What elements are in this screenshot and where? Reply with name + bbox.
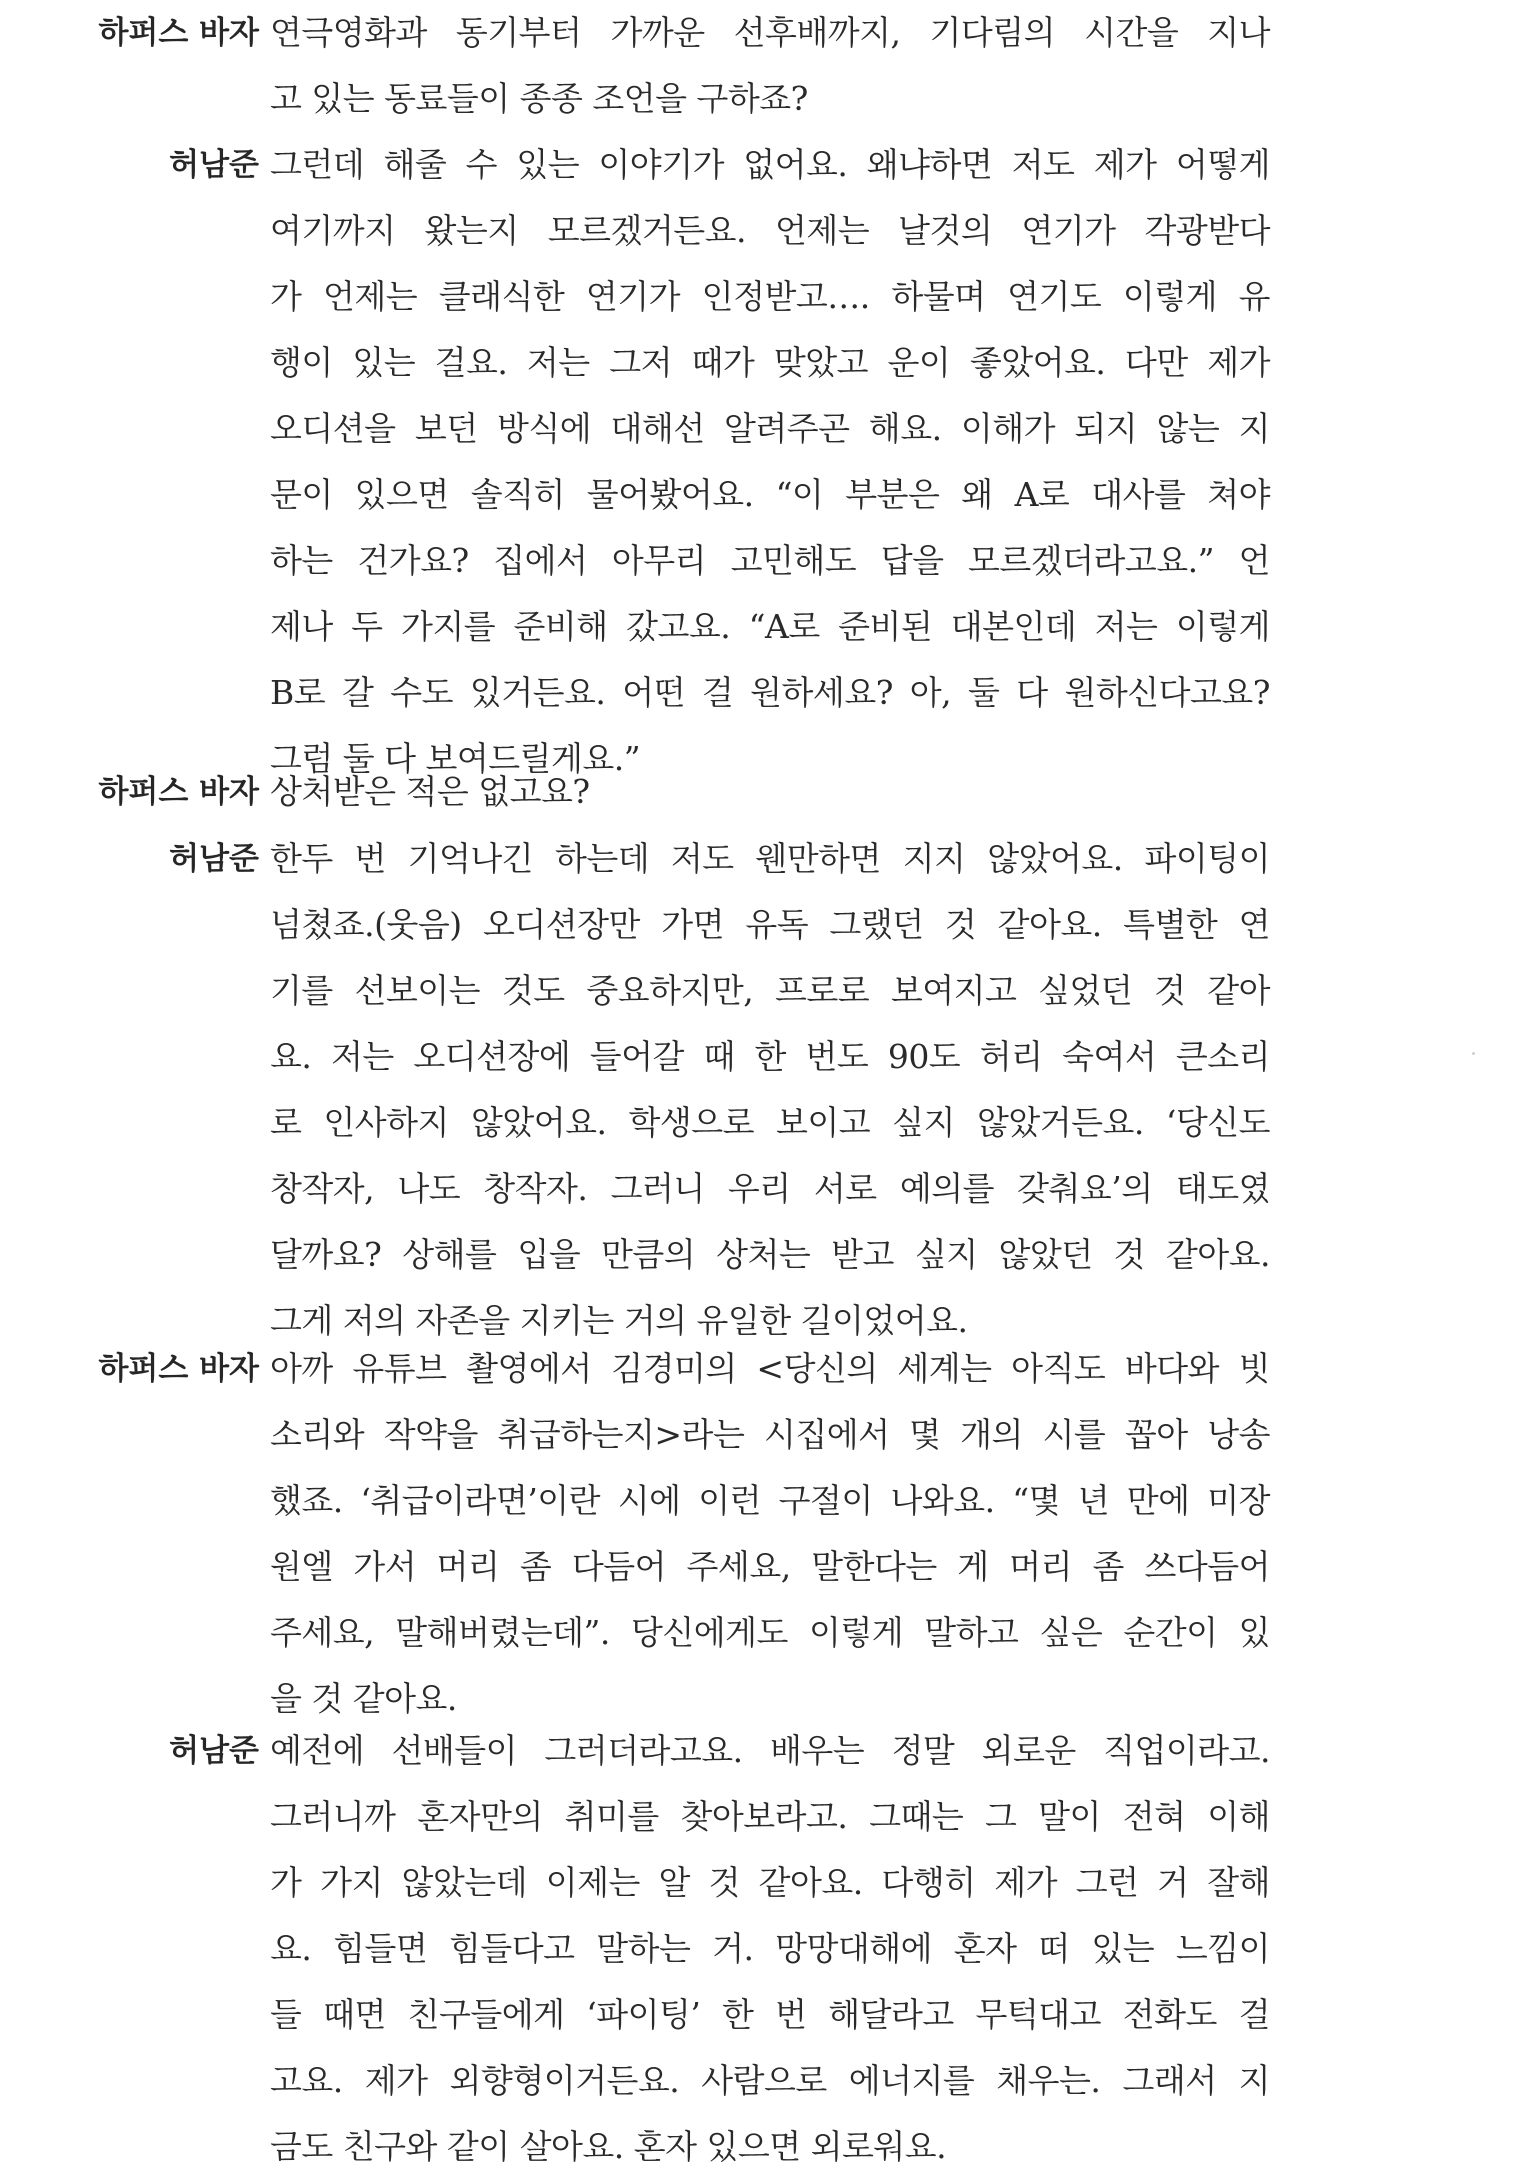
speech-text [270,826,1270,1354]
text-line: 행이 있는 걸요. 저는 그저 때가 맞았고 운이 좋았어요. 다만 제가 [270,343,1270,382]
speech-text [270,759,1270,825]
text-line: 기를 선보이는 것도 중요하지만, 프로로 보여지고 싶었던 것 같아 [270,971,1270,1010]
speaker-label: 허남준 [169,1733,259,1769]
speech-text [270,1718,1270,2180]
text-line: 요. 힘들면 힘들다고 말하는 거. 망망대해에 혼자 떠 있는 느낌이 [270,1929,1270,1968]
scan-speck [1472,1052,1475,1055]
text-line: 제나 두 가지를 준비해 갔고요. “A로 준비된 대본인데 저는 이렇게 [270,607,1270,646]
speaker-label: 하퍼스 바자 [98,15,259,51]
text-line: 아까 유튜브 촬영에서 김경미의 <당신의 세계는 아직도 바다와 빗 [270,1349,1270,1388]
text-line: 오디션을 보던 방식에 대해선 알려주곤 해요. 이해가 되지 않는 지 [270,409,1270,448]
text-line: 주세요, 말해버렸는데”. 당신에게도 이렇게 말하고 싶은 순간이 있 [270,1613,1270,1652]
text-line: 창작자, 나도 창작자. 그러니 우리 서로 예의를 갖춰요’의 태도였 [270,1169,1270,1208]
text-line: 달까요? 상해를 입을 만큼의 상처는 받고 싶지 않았던 것 같아요. [270,1235,1270,1274]
text-line: 그러니까 혼자만의 취미를 찾아보라고. 그때는 그 말이 전혀 이해 [270,1797,1270,1836]
text-line: 소리와 작약을 취급하는지>라는 시집에서 몇 개의 시를 꼽아 낭송 [270,1415,1270,1454]
speech-text [270,132,1270,792]
text-line: 하는 건가요? 집에서 아무리 고민해도 답을 모르겠더라고요.” 언 [270,541,1270,580]
text-line: 요. 저는 오디션장에 들어갈 때 한 번도 90도 허리 숙여서 큰소리 [270,1037,1270,1076]
text-line: 고요. 제가 외향형이거든요. 사람으로 에너지를 채우는. 그래서 지 [270,2061,1270,2100]
speech-text [270,0,1270,132]
text-line: 그럼 둘 다 보여드릴게요.” [270,739,641,778]
text-line: 상처받은 적은 없고요? [270,772,590,811]
speaker-label: 하퍼스 바자 [98,774,259,810]
text-line: 넘쳤죠.(웃음) 오디션장만 가면 유독 그랬던 것 같아요. 특별한 연 [270,905,1270,944]
text-line: 로 인사하지 않았어요. 학생으로 보이고 싶지 않았거든요. ‘당신도 [270,1103,1270,1142]
speaker-label: 허남준 [169,147,259,183]
text-line: 했죠. ‘취급이라면’이란 시에 이런 구절이 나와요. “몇 년 만에 미장 [270,1481,1270,1520]
text-line: 금도 친구와 같이 살아요. 혼자 있으면 외로워요. [270,2127,947,2166]
text-line: 한두 번 기억나긴 하는데 저도 웬만하면 지지 않았어요. 파이팅이 [270,839,1270,878]
speech-text [270,1336,1270,1732]
text-line: 원엘 가서 머리 좀 다듬어 주세요, 말한다는 게 머리 좀 쓰다듬어 [270,1547,1270,1586]
text-line: 예전에 선배들이 그러더라고요. 배우는 정말 외로운 직업이라고. [270,1731,1270,1770]
text-line: 을 것 같아요. [270,1679,457,1718]
text-line: B로 갈 수도 있거든요. 어떤 걸 원하세요? 아, 둘 다 원하신다고요? [270,673,1270,712]
text-line: 그런데 해줄 수 있는 이야기가 없어요. 왜냐하면 저도 제가 어떻게 [270,145,1270,184]
text-line: 연극영화과 동기부터 가까운 선후배까지, 기다림의 시간을 지나 [270,13,1270,52]
speaker-label: 하퍼스 바자 [98,1351,259,1387]
text-line: 여기까지 왔는지 모르겠거든요. 언제는 날것의 연기가 각광받다 [270,211,1270,250]
text-line: 들 때면 친구들에게 ‘파이팅’ 한 번 해달라고 무턱대고 전화도 걸 [270,1995,1270,2034]
text-line: 고 있는 동료들이 종종 조언을 구하죠? [270,79,808,118]
text-line: 문이 있으면 솔직히 물어봤어요. “이 부분은 왜 A로 대사를 쳐야 [270,475,1270,514]
text-line: 그게 저의 자존을 지키는 거의 유일한 길이었어요. [270,1301,968,1340]
text-line: 가 가지 않았는데 이제는 알 것 같아요. 다행히 제가 그런 거 잘해 [270,1863,1270,1902]
text-line: 가 언제는 클래식한 연기가 인정받고…. 하물며 연기도 이렇게 유 [270,277,1270,316]
speaker-label: 허남준 [169,841,259,877]
